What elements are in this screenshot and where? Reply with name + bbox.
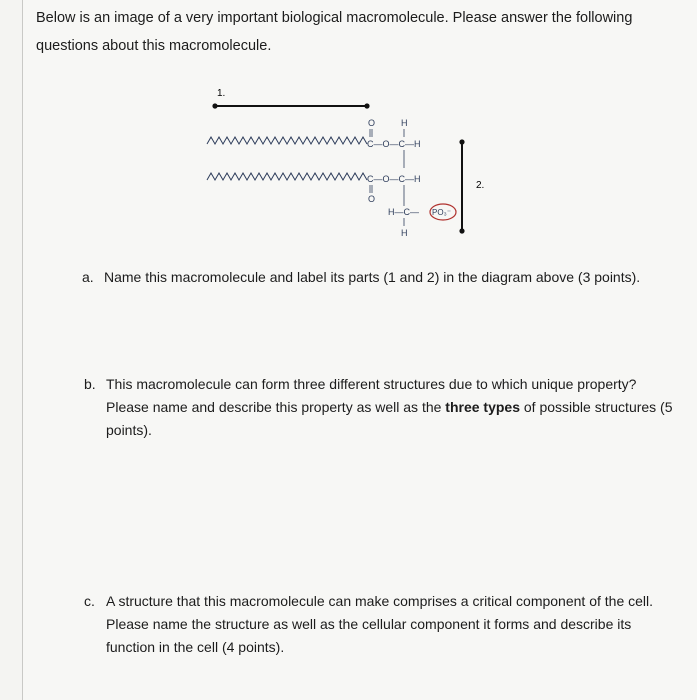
question-b-letter: b. <box>84 376 96 392</box>
intro-text <box>36 4 656 60</box>
question-a-letter: a. <box>82 269 94 285</box>
question-c-line-1: A structure that this macromolecule can make comprises a critical component of the cell. <box>106 593 654 609</box>
carbonyl-oxygen-top: O <box>368 118 376 128</box>
label-2-dot-bottom <box>459 228 464 233</box>
phospholipid-diagram <box>195 82 485 257</box>
question-a-text: Name this macromolecule and label its parts (1 and 2) in the diagram above (3 points). <box>104 269 641 285</box>
question-c-line-3: function in the cell (4 points). <box>106 639 285 655</box>
label-2: 2. <box>476 180 485 191</box>
question-c-line-2: Please name the structure as well as the cellular component it forms and describe its <box>106 616 632 632</box>
fatty-acid-tail-1 <box>207 137 367 144</box>
question-b-bold-phrase: three types <box>445 399 520 415</box>
question-b-line-2 <box>106 396 673 419</box>
question-b-line-2-post: of possible structures (5 <box>520 399 673 415</box>
phosphate-group: PO₃⁻ <box>432 208 452 217</box>
carbonyl-oxygen-bottom: O <box>368 194 376 204</box>
hydrogen-bottom: H <box>401 228 408 238</box>
intro-line-2: questions about this macromolecule. <box>36 38 272 54</box>
intro-line-1: Below is an image of a very important biological macromolecule. Please answer the following <box>36 10 633 26</box>
phospholipid-structure-drawing <box>195 82 485 252</box>
label-1: 1. <box>217 88 226 99</box>
label-1-dot-right <box>364 103 369 108</box>
question-b-line-2-pre: Please name and describe this property as well as the <box>106 399 446 415</box>
fatty-acid-tail-2 <box>207 173 367 180</box>
question-c-body <box>106 590 653 659</box>
hydrogen-top: H <box>401 118 408 128</box>
question-b-body <box>106 373 673 442</box>
question-b-line-3: points). <box>106 422 152 438</box>
question-b-line-1: This macromolecule can form three different structures due to which unique property? <box>106 376 637 392</box>
glycerol-carbon-3: H—C— <box>388 207 419 217</box>
ester-linkage-2: C—O—C—H <box>367 174 421 184</box>
question-c-letter: c. <box>84 593 95 609</box>
ester-linkage-1: C—O—C—H <box>367 139 421 149</box>
